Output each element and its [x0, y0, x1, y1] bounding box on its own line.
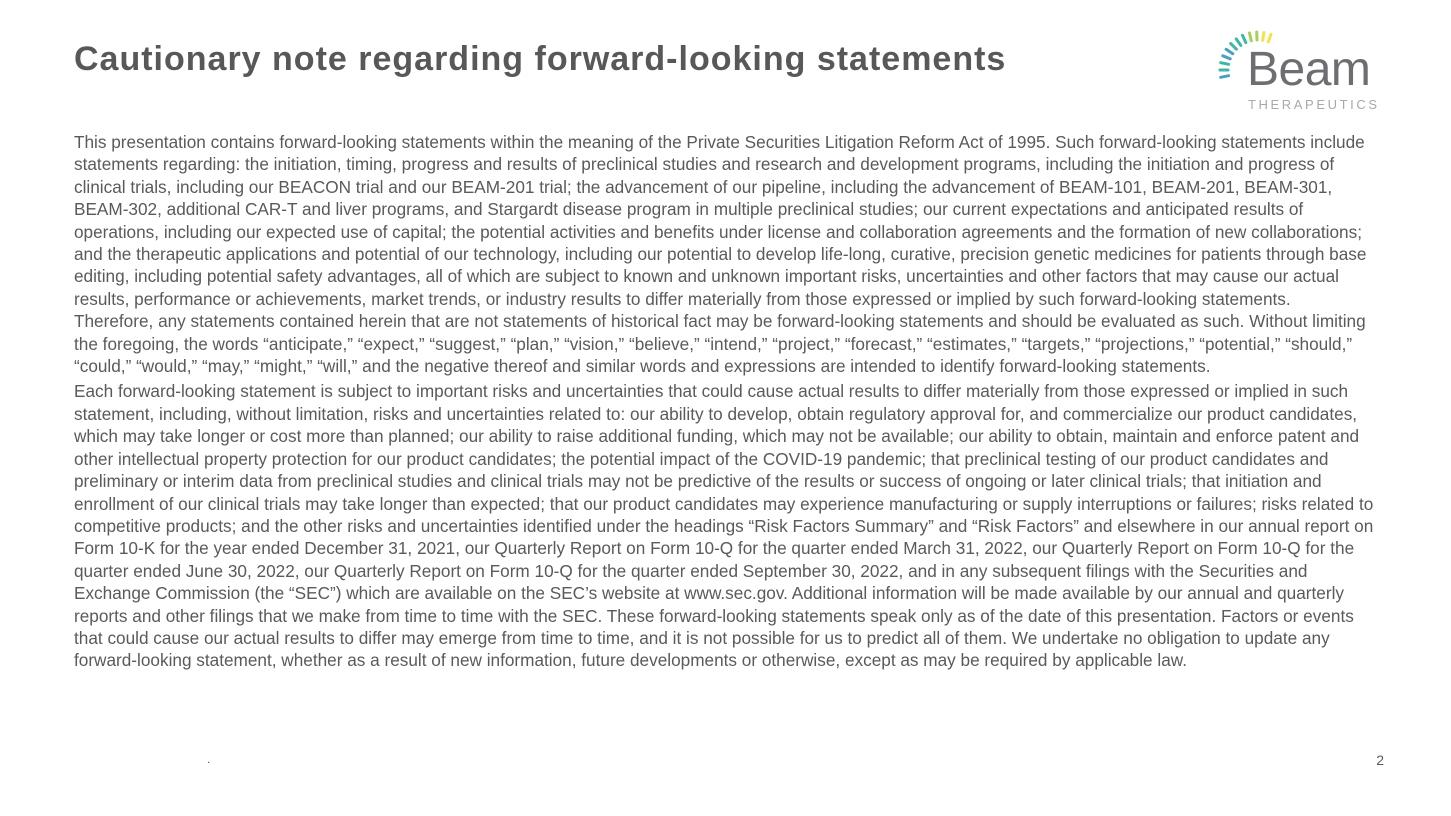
- logo-ray: [1223, 56, 1230, 59]
- beam-therapeutics-logo: [1214, 30, 1394, 116]
- logo-ray: [1226, 49, 1233, 53]
- logo-ray: [1268, 34, 1271, 42]
- disclaimer-body: [74, 131, 1374, 675]
- disclaimer-paragraph-2: Each forward-looking statement is subject to important risks and uncertainties that could cause actual results to differ materially from those expressed or implied in such statement, including, without limitation, risks and uncertainties related to: our ability to develop, obtain regulatory approval for, and commercialize our product candidates, which may take longer or cost more than planned; our ability to raise additional funding, which may not be available; our ability to obtain, maintain and enforce patent and other intellectual property protection for our product candidates; the potential impact of the COVID-19 pandemic; that preclinical testing of our product candidates and preliminary or interim data from preclinical studies and clinical trials may not be predictive of the results or success of ongoing or later clinical trials; that initiation and enrollment of our clinical trials may take longer than expected; that our product candidates may experience manufacturing or supply interruptions or failures; risks related to competitive products; and the other risks and uncertainties identified under the headings “Risk Factors Summary” and “Risk Factors” and elsewhere in our annual report on Form 10-K for the year ended December 31, 2021, our Quarterly Report on Form 10-Q for the quarter ended March 31, 2022, our Quarterly Report on Form 10-Q for the quarter ended June 30, 2022, our Quarterly Report on Form 10-Q for the quarter ended September 30, 2022, and in any subsequent filings with the Securities and Exchange Commission (the “SEC”) which are available on the SEC’s website at www.sec.gov. Additional information will be made available by our annual and quarterly reports and other filings that we make from time to time with the SEC. These forward-looking statements speak only as of the date of this presentation. Factors or events that could cause our actual results to differ may emerge from time to time, and it is not possible for us to predict all of them. We undertake no obligation to update any forward-looking statement, whether as a result of new information, future developments or otherwise, except as may be required by applicable law.: [74, 381, 1374, 671]
- logo-ray: [1243, 35, 1246, 42]
- disclaimer-paragraph-1: This presentation contains forward-looking statements within the meaning of the Private Securities Litigation Reform Act of 1995. Such forward-looking statements include statements regarding: the initiation, timing, progress and results of preclinical studies and research and development programs, including the initiation and progress of clinical trials, including our BEACON trial and our BEAM-201 trial; the advancement of our pipeline, including the advancement of BEAM-101, BEAM-201, BEAM-301, BEAM-302, additional CAR-T and liver programs, and Stargardt disease program in multiple preclinical studies; our current expectations and anticipated results of operations, including our expected use of capital; the potential activities and benefits under license and collaboration agreements and the formation of new collaborations; and the therapeutic applications and potential of our technology, including our potential to develop life-long, curative, precision genetic medicines for patients through base editing, including potential safety advantages, all of which are subject to known and unknown important risks, uncertainties and other factors that may cause our actual results, performance or achievements, market trends, or industry results to differ materially from those expressed or implied by such forward-looking statements. Therefore, any statements contained herein that are not statements of historical fact may be forward-looking statements and should be evaluated as such. Without limiting the foregoing, the words “anticipate,” “expect,” “suggest,” “plan,” “vision,” “believe,” “intend,” “project,” “forecast,” “estimates,” “targets,” “projections,” “potential,” “should,” “could,” “would,” “may,” “might,” “will,” and the negative thereof and similar words and expressions are intended to identify forward-looking statements.: [74, 132, 1367, 377]
- logo-ray: [1263, 33, 1264, 41]
- logo-ray: [1250, 33, 1252, 41]
- logo-ray: [1231, 44, 1237, 50]
- slide-title: Cautionary note regarding forward-looking statements: [74, 40, 1007, 78]
- logo-ray: [1236, 39, 1241, 46]
- logo-ray: [1221, 63, 1229, 65]
- logo-tagline: THERAPEUTICS: [1248, 97, 1380, 112]
- logo-wordmark: Beam: [1247, 43, 1371, 96]
- logo-ray: [1221, 76, 1229, 78]
- page-number: 2: [1376, 752, 1384, 768]
- footnote-mark: .: [207, 752, 211, 766]
